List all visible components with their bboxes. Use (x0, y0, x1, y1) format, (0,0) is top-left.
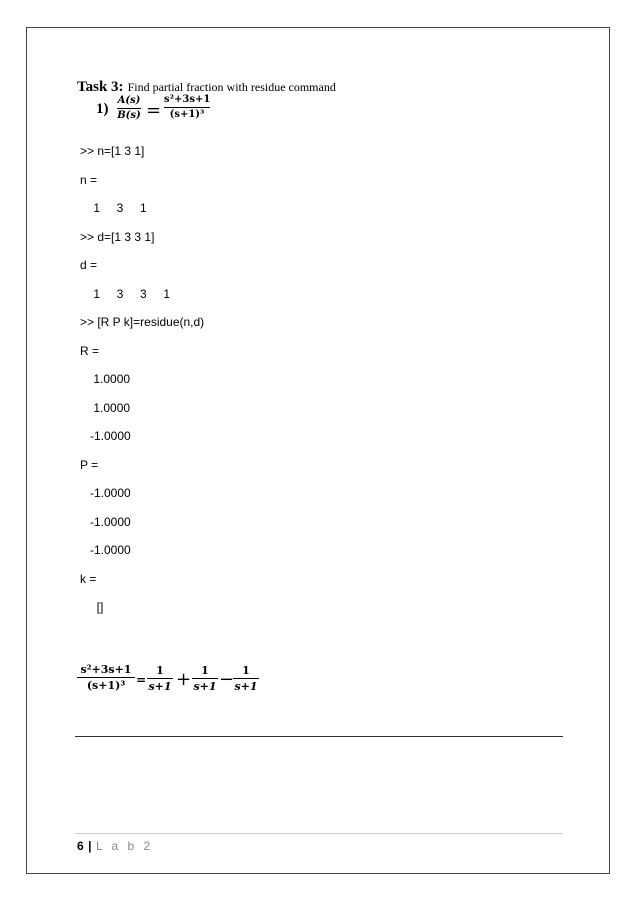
code-line: [] (80, 600, 104, 614)
problem-rhs-denominator: (s+1)³ (169, 109, 205, 120)
result-term-3 (233, 665, 259, 692)
code-line: >> [R P k]=residue(n,d) (80, 315, 205, 329)
code-line: 1 3 1 (80, 201, 147, 215)
problem-lhs-denominator: B(s) (117, 110, 141, 121)
result-equals: = (136, 673, 147, 687)
result-term-1-denominator: s+1 (148, 680, 172, 693)
code-line: -1.0000 (80, 429, 131, 443)
code-line: k = (80, 572, 97, 586)
result-term-3-denominator: s+1 (234, 680, 258, 693)
footer-separator: | (88, 839, 92, 853)
problem-lhs-numerator: A(s) (117, 95, 141, 106)
code-line: >> n=[1 3 1] (80, 144, 145, 158)
problem-rhs-fraction (164, 95, 210, 120)
code-line: P = (80, 458, 99, 472)
code-line: 1.0000 (80, 401, 131, 415)
footer (77, 837, 153, 855)
code-line: -1.0000 (80, 515, 131, 529)
code-line: d = (80, 258, 98, 272)
result-term-2-denominator: s+1 (193, 680, 217, 693)
footer-divider (75, 833, 563, 834)
code-line: n = (80, 173, 98, 187)
footer-page-number: 6 (77, 839, 84, 853)
problem-rhs-numerator: s²+3s+1 (164, 94, 211, 105)
code-line: -1.0000 (80, 543, 131, 557)
problem-lhs-fraction (117, 96, 141, 121)
code-line: >> d=[1 3 3 1] (80, 230, 155, 244)
result-term-2 (192, 665, 218, 692)
code-line: R = (80, 344, 100, 358)
code-line: 1.0000 (80, 372, 131, 386)
result-plus: + (176, 669, 192, 690)
problem-number: 1) (96, 101, 109, 117)
result-term-3-numerator: 1 (242, 664, 250, 677)
problem-equals: = (146, 100, 162, 121)
result-minus: − (219, 669, 235, 690)
result-term-1-numerator: 1 (156, 664, 164, 677)
result-term-2-numerator: 1 (201, 664, 209, 677)
footer-label: L a b 2 (95, 839, 154, 853)
code-line: 1 3 3 1 (80, 287, 171, 301)
task-title: Task 3: (77, 79, 124, 95)
task-description: Find partial fraction with residue command (127, 80, 336, 94)
result-lhs-fraction (77, 664, 135, 691)
result-lhs-denominator: (s+1)³ (86, 679, 126, 692)
section-divider (75, 736, 563, 737)
result-term-1 (147, 665, 173, 692)
result-lhs-numerator: s²+3s+1 (80, 663, 132, 676)
code-line: -1.0000 (80, 486, 131, 500)
